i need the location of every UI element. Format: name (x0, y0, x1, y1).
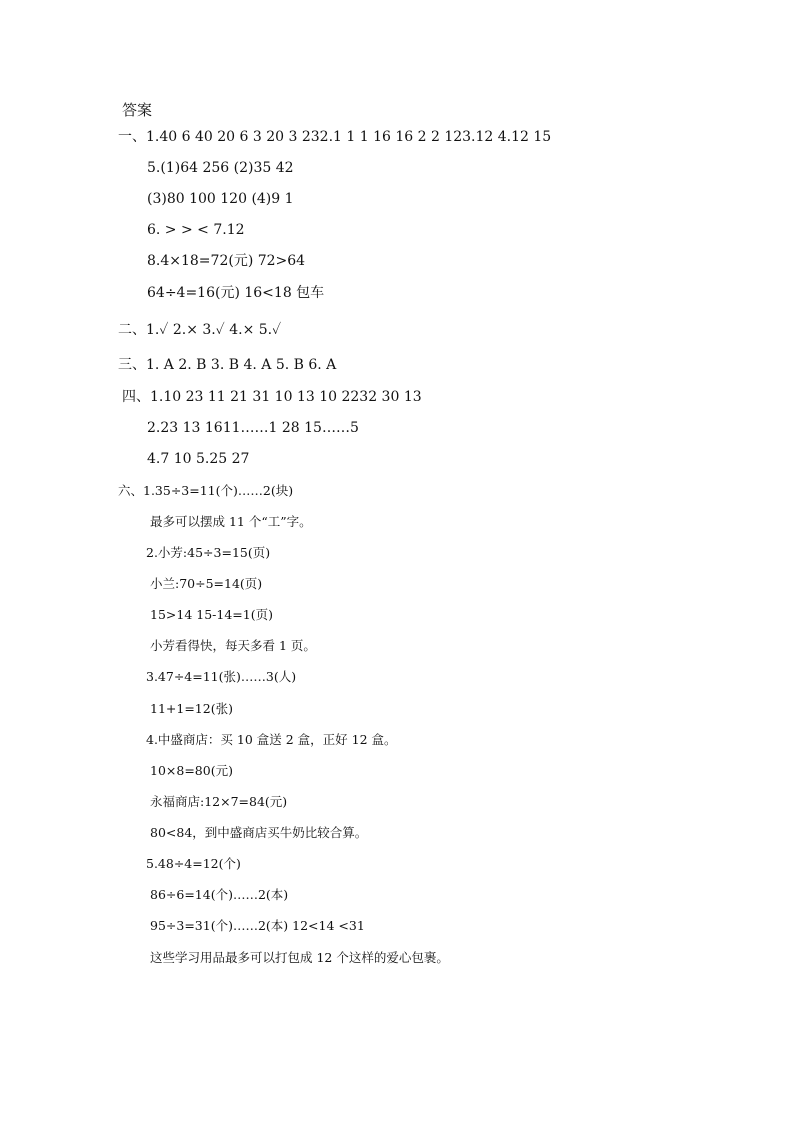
q3-line-2: 11+1=12(张) (150, 701, 233, 716)
q5-line-2: 86÷6=14(个)……2(本) (150, 887, 289, 902)
q5-line-1: 5.48÷4=12(个) (146, 856, 241, 871)
q2-line-2: 小兰:70÷5=14(页) (150, 576, 263, 591)
q2-line-4: 小芳看得快，每天多看 1 页。 (150, 638, 316, 653)
section-4-line-3: 4.7 10 5.25 27 (147, 451, 250, 467)
q5-line-4: 这些学习用品最多可以打包成 12 个这样的爱心包裹。 (150, 950, 449, 965)
section-1-line-4: 6. > > < 7.12 (147, 222, 245, 238)
section-4-line-2: 2.23 13 1611……1 28 15……5 (147, 420, 359, 436)
section-2-line-1: 二、1.✓ 2.× 3.✓ 4.× 5.✓ (118, 322, 282, 338)
section-1-line-6: 64÷4=16(元) 16<18 包车 (147, 285, 325, 301)
section-1-line-3: (3)80 100 120 (4)9 1 (147, 191, 294, 207)
q4-line-1: 4.中盛商店：买 10 盒送 2 盒，正好 12 盒。 (146, 732, 397, 747)
q5-line-3: 95÷3=31(个)……2(本) 12<14 <31 (150, 918, 365, 933)
q4-line-4: 80<84，到中盛商店买牛奶比较合算。 (150, 825, 368, 840)
section-3-line-1: 三、1. A 2. B 3. B 4. A 5. B 6. A (118, 357, 337, 373)
q4-line-2: 10×8=80(元) (150, 763, 233, 778)
q4-line-3: 永福商店:12×7=84(元) (150, 794, 288, 809)
section-4-line-1: 四、1.10 23 11 21 31 10 13 10 2232 30 13 (122, 389, 422, 405)
q2-line-3: 15>14 15-14=1(页) (150, 607, 273, 622)
section-1-line-5: 8.4×18=72(元) 72>64 (147, 253, 306, 269)
section-1-line-2: 5.(1)64 256 (2)35 42 (147, 160, 294, 176)
page-title: 答案 (122, 101, 153, 119)
q1-line-1: 六、1.35÷3=11(个)……2(块) (118, 483, 294, 498)
q2-line-1: 2.小芳:45÷3=15(页) (146, 545, 271, 560)
q1-line-2: 最多可以摆成 11 个“工”字。 (150, 514, 312, 529)
section-1-line-1: 一、1.40 6 40 20 6 3 20 3 232.1 1 1 16 16 2 2 123.12 4.12 15 (118, 129, 552, 145)
q3-line-1: 3.47÷4=11(张)……3(人) (146, 669, 297, 684)
